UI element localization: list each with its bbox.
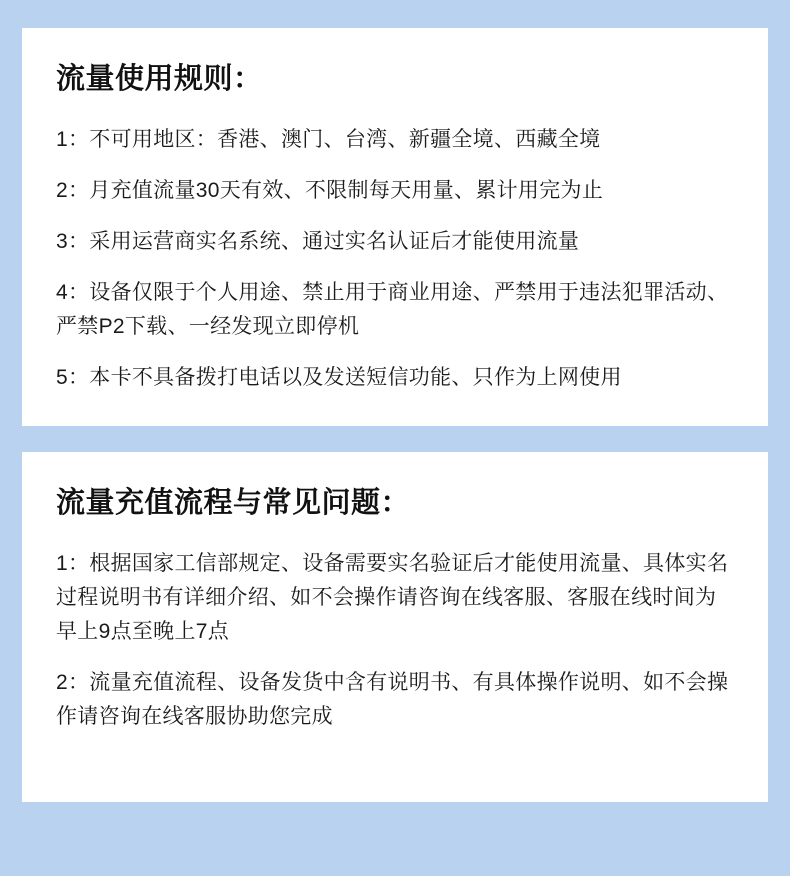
- list-item: 5：本卡不具备拨打电话以及发送短信功能、只作为上网使用: [56, 365, 622, 389]
- rules-card-title: 流量使用规则：: [56, 63, 263, 95]
- faq-card: [22, 452, 768, 802]
- list-item: 1：根据国家工信部规定、设备需要实名验证后才能使用流量、具体实名过程说明书有详细介绍、如不会操作请咨询在线客服、客服在线时间为早上9点至晚上7点: [56, 551, 729, 643]
- rules-list: [56, 123, 734, 395]
- list-item: 4：设备仅限于个人用途、禁止用于商业用途、严禁用于违法犯罪活动、严禁P2下载、一经发现立即停机: [56, 280, 729, 338]
- list-item: 2：流量充值流程、设备发货中含有说明书、有具体操作说明、如不会操作请咨询在线客服协助您完成: [56, 670, 729, 728]
- rules-card: [22, 28, 768, 426]
- faq-list: [56, 547, 734, 734]
- list-item: 2：月充值流量30天有效、不限制每天用量、累计用完为止: [56, 178, 604, 202]
- list-item: 1：不可用地区：香港、澳门、台湾、新疆全境、西藏全境: [56, 127, 601, 151]
- list-item: 3：采用运营商实名系统、通过实名认证后才能使用流量: [56, 229, 580, 253]
- faq-card-title: 流量充值流程与常见问题：: [56, 487, 411, 519]
